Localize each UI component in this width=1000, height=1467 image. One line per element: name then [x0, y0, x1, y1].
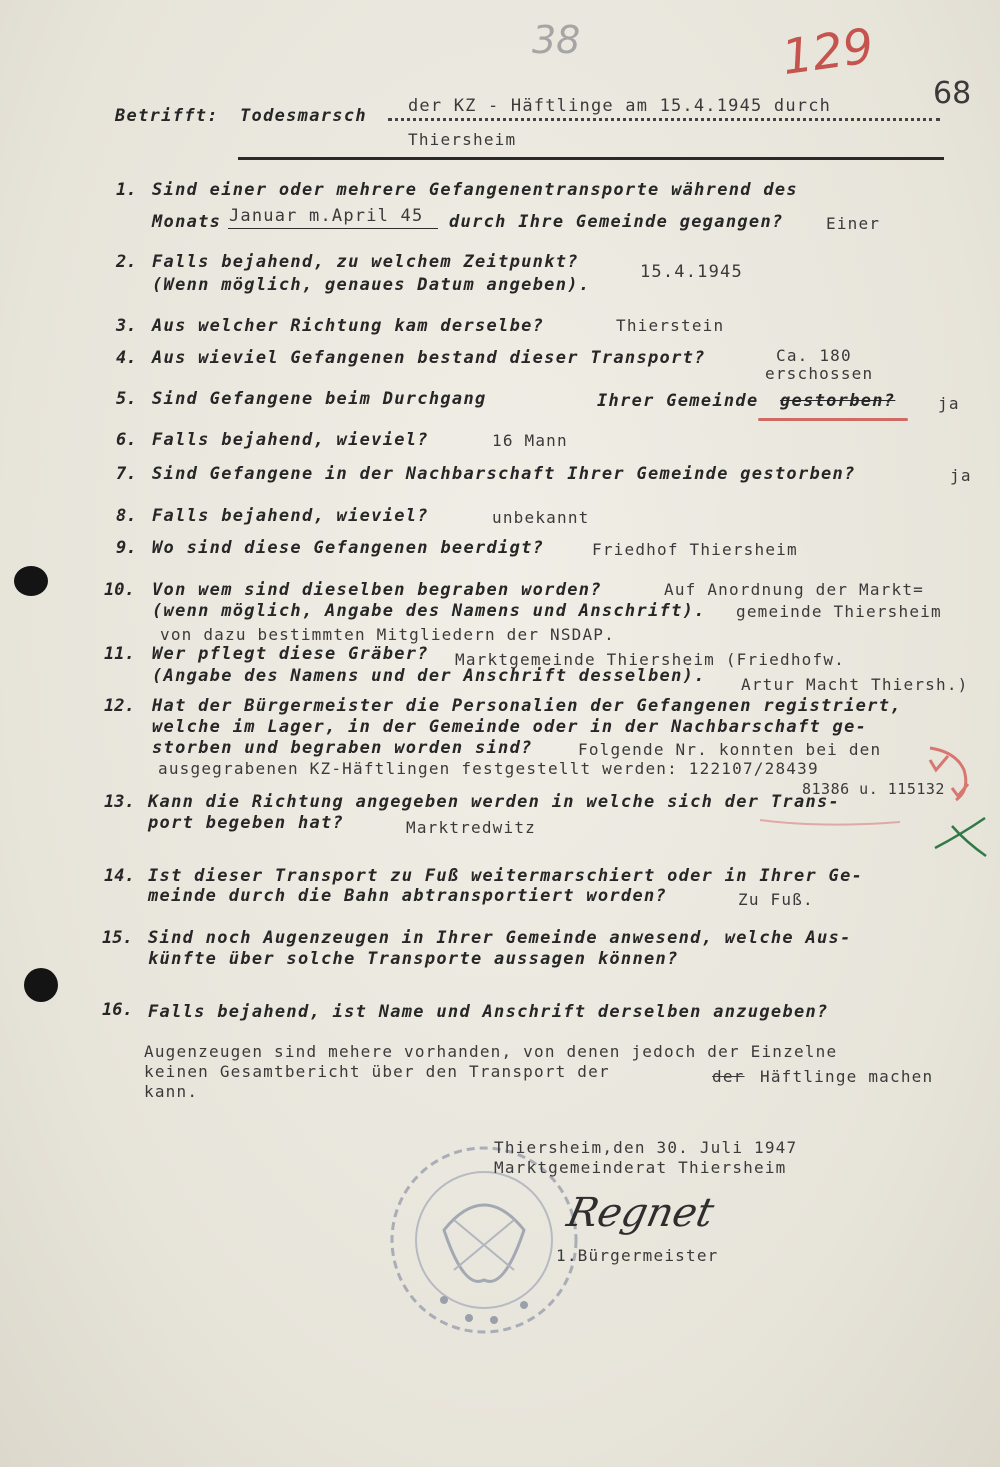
question-number: 4. — [116, 348, 137, 368]
question-number: 8. — [116, 506, 137, 526]
question-text: welche im Lager, in der Gemeinde oder in der Nachbarschaft ge- — [152, 717, 868, 737]
answer-text: ja — [950, 466, 972, 485]
question-text: künfte über solche Transporte aussagen können? — [148, 949, 679, 969]
question-number: 14. — [104, 866, 135, 886]
answer-text: ausgegrabenen KZ-Häftlingen festgestellt werden: 122107/28439 — [158, 759, 819, 778]
struck-word: gestorben? — [780, 391, 896, 411]
answer-text: Einer — [826, 214, 881, 233]
answer-text: gemeinde Thiersheim — [736, 602, 942, 621]
answer-text: 15.4.1945 — [640, 262, 743, 282]
place-date: Thiersheim,den 30. Juli 1947 — [494, 1138, 798, 1157]
question-text: (wenn möglich, Angabe des Namens und Anschrift). — [152, 601, 706, 621]
answer-text: Thierstein — [616, 316, 725, 335]
subject-typed: Todesmarsch — [240, 106, 367, 126]
struck-word: der — [712, 1067, 745, 1086]
question-text: Sind Gefangene beim Durchgang — [152, 389, 487, 409]
question-number: 1. — [116, 180, 137, 200]
question-text: Falls bejahend, zu welchem Zeitpunkt? — [152, 252, 579, 272]
answer-text: Auf Anordnung der Markt= — [664, 580, 924, 599]
question-number: 6. — [116, 430, 137, 450]
question-number: 10. — [104, 580, 135, 600]
question-text: (Wenn möglich, genaues Datum angeben). — [152, 275, 591, 295]
question-text: Wer pflegt diese Gräber? — [152, 644, 429, 664]
answer-text: kann. — [144, 1082, 199, 1101]
question-number: 13. — [104, 792, 135, 812]
question-text: Wo sind diese Gefangenen beerdigt? — [152, 538, 545, 558]
question-text: storben und begraben worden sind? — [152, 738, 533, 758]
red-archive-number: 129 — [778, 17, 878, 87]
answer-text: Marktredwitz — [406, 818, 536, 837]
signatory-title: 1.Bürgermeister — [556, 1246, 719, 1265]
question-number: 7. — [116, 464, 137, 484]
question-text: Monats — [152, 212, 222, 232]
answer-text: Ca. 180 — [776, 346, 852, 365]
question-text: Falls bejahend, ist Name und Anschrift derselben anzugeben? — [148, 1002, 829, 1022]
answer-text: Januar m.April 45 — [229, 206, 424, 226]
answer-text: Folgende Nr. konnten bei den — [578, 740, 882, 759]
question-text: Sind Gefangene in der Nachbarschaft Ihrer Gemeinde gestorben? — [152, 464, 856, 484]
question-text: Kann die Richtung angegeben werden in welche sich der Trans- — [148, 792, 841, 812]
signature: Regnet — [563, 1190, 718, 1236]
question-text: (Angabe des Namens und der Anschrift desselben). — [152, 666, 706, 686]
question-text: Von wem sind dieselben begraben worden? — [152, 580, 602, 600]
answer-text: unbekannt — [492, 508, 590, 527]
question-text: Sind einer oder mehrere Gefangenentransporte während des — [152, 180, 798, 200]
question-text: Ist dieser Transport zu Fuß weitermarschiert oder in Ihrer Ge- — [148, 866, 864, 886]
question-number: 3. — [116, 316, 137, 336]
answer-text: Artur Macht Thiersh.) — [741, 675, 969, 694]
question-text: Ihrer Gemeinde — [597, 391, 759, 411]
answer-text: ja — [938, 394, 960, 413]
stamped-page-number: 68 — [933, 76, 972, 111]
question-text: Aus welcher Richtung kam derselbe? — [152, 316, 545, 336]
question-text: port begeben hat? — [148, 813, 345, 833]
issuing-authority: Marktgemeinderat Thiersheim — [494, 1158, 787, 1177]
punch-hole — [24, 968, 58, 1002]
answer-text: 81386 u. 115132 — [802, 780, 945, 798]
answer-text: Zu Fuß. — [738, 890, 814, 909]
answer-text: Friedhof Thiersheim — [592, 540, 798, 559]
answer-text: 16 Mann — [492, 431, 568, 450]
subject-label: Betrifft: — [115, 106, 219, 126]
question-text: meinde durch die Bahn abtransportiert worden? — [148, 886, 668, 906]
answer-text: Marktgemeinde Thiersheim (Friedhofw. — [455, 650, 845, 669]
question-number: 9. — [116, 538, 137, 558]
question-text: durch Ihre Gemeinde gegangen? — [449, 212, 784, 232]
answer-text: Häftlinge machen — [760, 1067, 934, 1086]
answer-text: von dazu bestimmten Mitgliedern der NSDAP. — [160, 625, 615, 644]
pencil-page-number: 38 — [532, 18, 581, 62]
question-number: 12. — [104, 696, 135, 716]
subject-filled: der KZ - Häftlinge am 15.4.1945 durch — [408, 96, 832, 116]
question-number: 15. — [102, 928, 133, 948]
question-number: 11. — [104, 644, 135, 664]
question-number: 5. — [116, 389, 137, 409]
question-text: Aus wieviel Gefangenen bestand dieser Transport? — [152, 348, 706, 368]
subject-filled-line2: Thiersheim — [408, 130, 517, 149]
answer-text: keinen Gesamtbericht über den Transport der — [144, 1062, 610, 1081]
question-text: Sind noch Augenzeugen in Ihrer Gemeinde anwesend, welche Aus- — [148, 928, 852, 948]
answer-insertion: erschossen — [765, 364, 874, 383]
question-number: 2. — [116, 252, 137, 272]
question-text: Falls bejahend, wieviel? — [152, 430, 429, 450]
question-number: 16. — [102, 1000, 133, 1020]
question-text: Falls bejahend, wieviel? — [152, 506, 429, 526]
question-text: Hat der Bürgermeister die Personalien der Gefangenen registriert, — [152, 696, 902, 716]
answer-text: Augenzeugen sind mehere vorhanden, von denen jedoch der Einzelne — [144, 1042, 838, 1061]
